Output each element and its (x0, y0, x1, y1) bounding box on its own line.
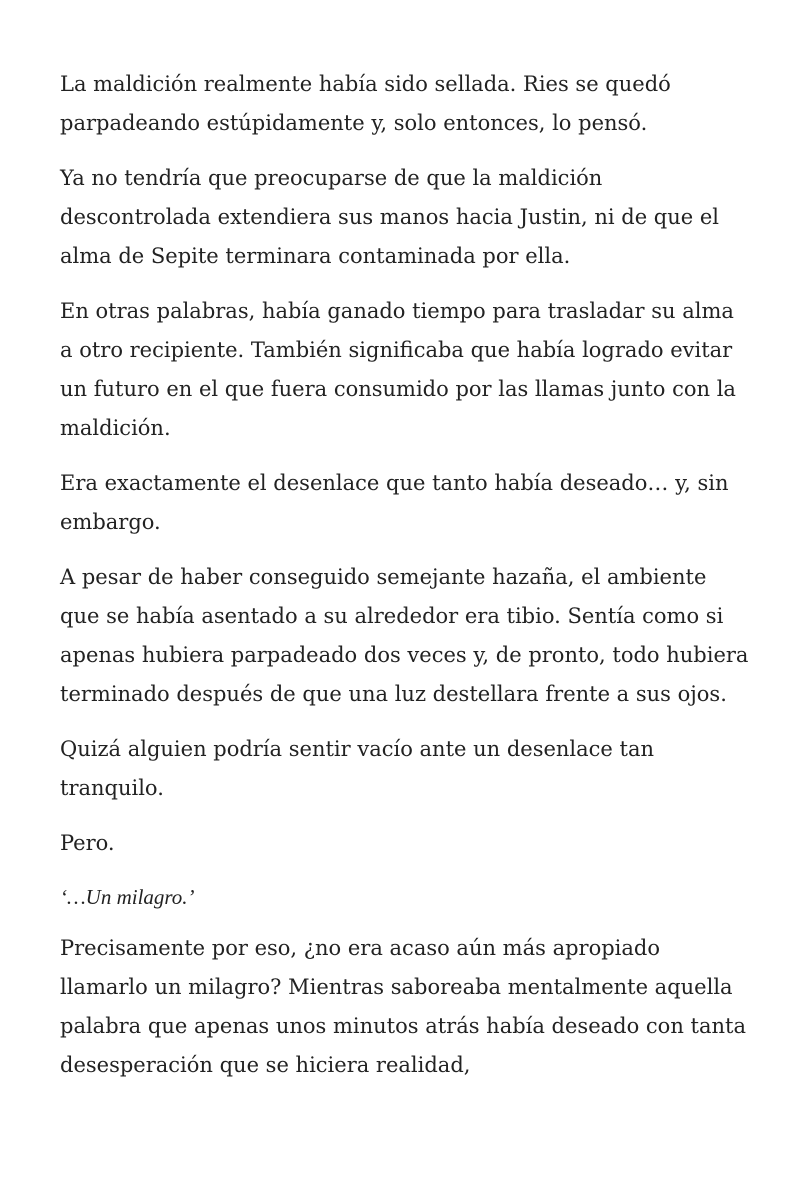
paragraph: A pesar de haber conseguido semejante hazaña, el ambiente que se había asentado a su alrededor era tibio. Sentía como si apenas hubiera parpadeado dos veces y, de pronto, todo hubiera terminado después de que una luz destellara frente a sus ojos. (60, 565, 749, 706)
paragraph: Precisamente por eso, ¿no era acaso aún más apropiado llamarlo un milagro? Mientras saboreaba mentalmente aquella palabra que apenas unos minutos atrás había deseado con tanta desesperación que se hiciera realidad, (60, 936, 746, 1077)
paragraph: Era exactamente el desenlace que tanto había deseado… y, sin embargo. (60, 471, 729, 534)
paragraph: Quizá alguien podría sentir vacío ante un desenlace tan tranquilo. (60, 737, 655, 800)
paragraph: En otras palabras, había ganado tiempo para trasladar su alma a otro recipiente. También significaba que había logrado evitar un futuro en el que fuera consumido por las llamas junto con la maldición. (60, 299, 736, 440)
paragraph: La maldición realmente había sido sellada. Ries se quedó parpadeando estúpidamente y, solo entonces, lo pensó. (60, 72, 671, 135)
thought-quote: ‘…Un milagro.’ (60, 885, 195, 909)
paragraph: Pero. (60, 831, 115, 855)
paragraph: Ya no tendría que preocuparse de que la maldición descontrolada extendiera sus manos hacia Justin, ni de que el alma de Sepite terminara contaminada por ella. (60, 166, 720, 268)
document-body (60, 65, 750, 1101)
